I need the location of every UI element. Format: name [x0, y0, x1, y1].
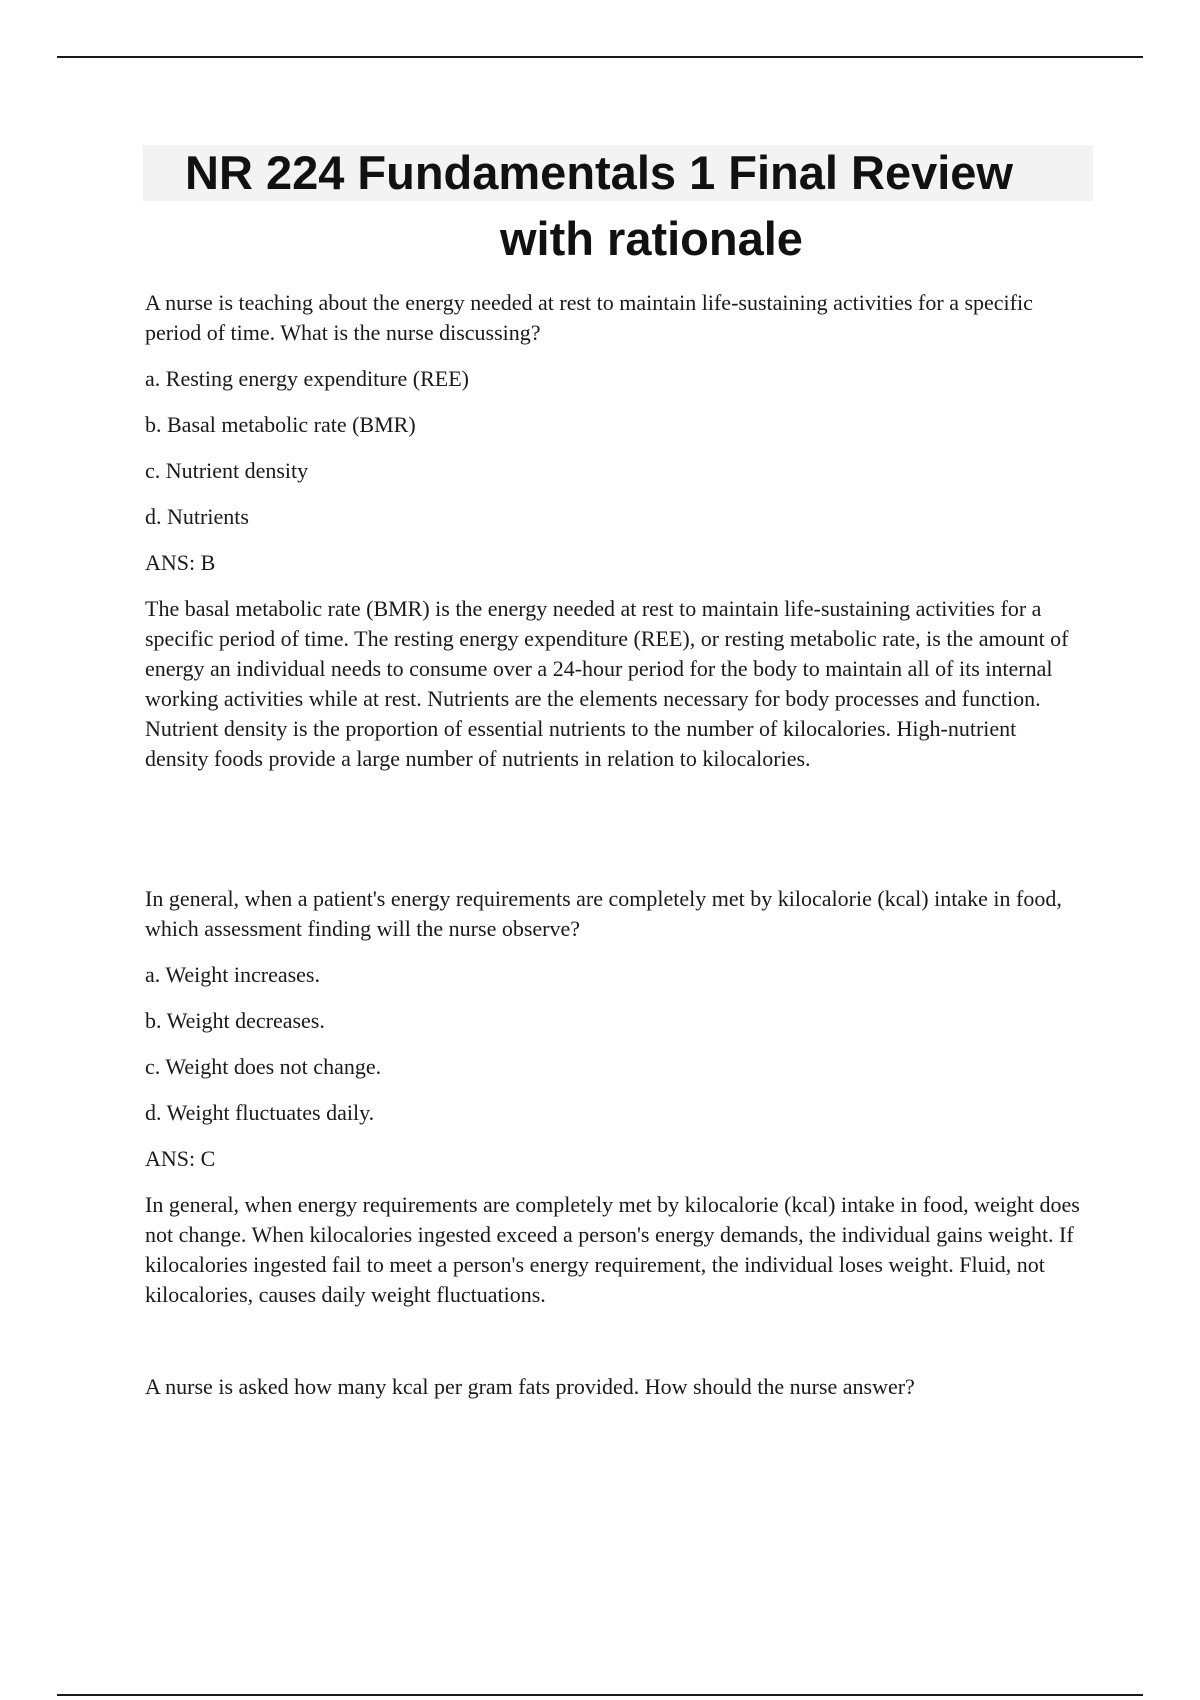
question-block [145, 1372, 1085, 1402]
header-rule [57, 56, 1143, 58]
answer-option: c. Nutrient density [145, 458, 309, 483]
question-block [145, 288, 1085, 774]
section-spacer [145, 774, 1085, 884]
answer-option: c. Weight does not change. [145, 1054, 382, 1079]
page-title [0, 140, 1200, 272]
answer-option: b. Weight decreases. [145, 1008, 325, 1033]
footer-rule [57, 1694, 1143, 1696]
answer-option: a. Resting energy expenditure (REE) [145, 366, 469, 391]
question-block [145, 884, 1085, 1310]
title-line-1: NR 224 Fundamentals 1 Final Review [185, 146, 1013, 199]
question-text: In general, when a patient's energy requirements are completely met by kilocalorie (kcal) intake in food, which assessment finding will the nurse observe? [145, 886, 1062, 941]
rationale-text: In general, when energy requirements are completely met by kilocalorie (kcal) intake in food, weight does not change. When kilocalories ingested exceed a person's energy demands, the individual gains weight. If kilocalories ingested fail to meet a person's energy requirement, the individual loses weight. Fluid, not kilocalories, causes daily weight fluctuations. [145, 1192, 1080, 1307]
answer-key: ANS: C [145, 1146, 216, 1171]
rationale-text: The basal metabolic rate (BMR) is the energy needed at rest to maintain life-sustaining activities for a specific period of time. The resting energy expenditure (REE), or resting metabolic rate, is the amount of energy an individual needs to consume over a 24-hour period for the body to maintain all of its internal working activities while at rest. Nutrients are the elements necessary for body processes and function. Nutrient density is the proportion of essential nutrients to the number of kilocalories. High-nutrient density foods provide a large number of nutrients in relation to kilocalories. [145, 596, 1069, 771]
question-text: A nurse is asked how many kcal per gram fats provided. How should the nurse answer? [145, 1374, 915, 1399]
question-text: A nurse is teaching about the energy needed at rest to maintain life-sustaining activities for a specific period of time. What is the nurse discussing? [145, 290, 1033, 345]
document-body [145, 288, 1085, 1418]
title-line-2: with rationale [500, 212, 803, 265]
section-spacer [145, 1310, 1085, 1372]
answer-key: ANS: B [145, 550, 216, 575]
answer-option: a. Weight increases. [145, 962, 320, 987]
answer-option: d. Weight fluctuates daily. [145, 1100, 375, 1125]
answer-option: b. Basal metabolic rate (BMR) [145, 412, 416, 437]
answer-option: d. Nutrients [145, 504, 249, 529]
